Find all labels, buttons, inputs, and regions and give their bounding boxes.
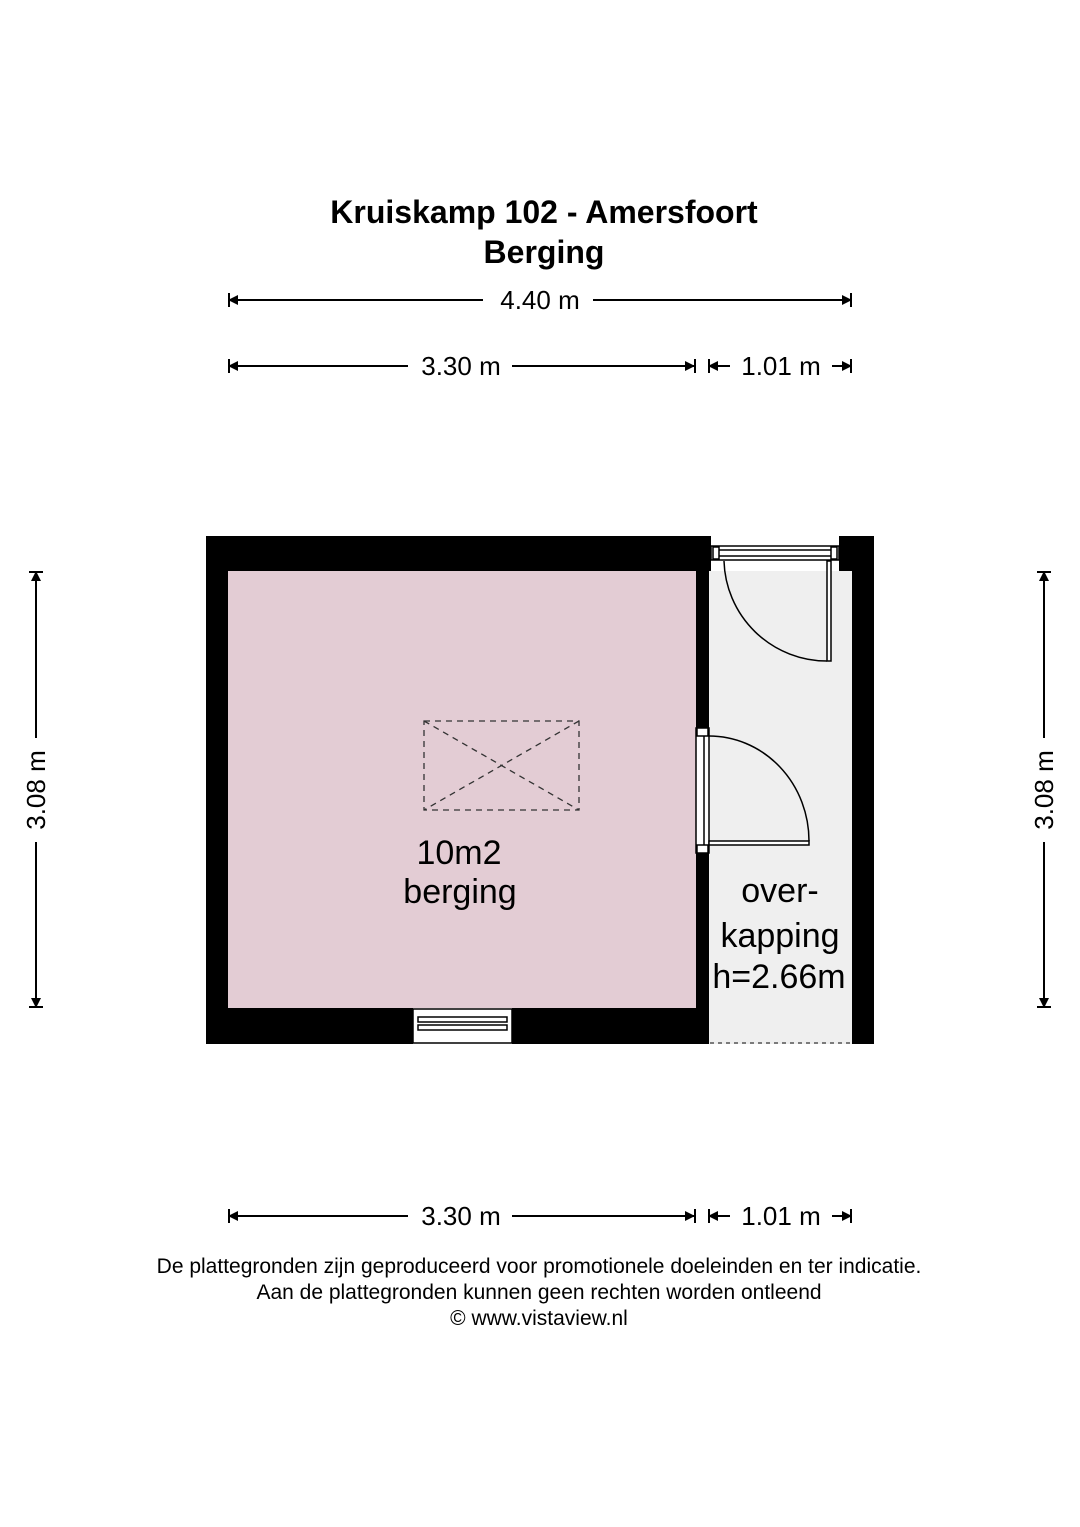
dimension-left-height [21, 572, 51, 1007]
disclaimer-line-2: Aan de plattegronden kunnen geen rechten worden ontleend [256, 1281, 822, 1304]
berging-name-label: berging [403, 873, 517, 911]
dimension-top-segments [229, 351, 851, 381]
plan-subtitle: Berging [483, 234, 605, 270]
dimension-top-total [228, 285, 851, 315]
berging-floor [228, 571, 696, 1008]
disclaimer [0, 1254, 1078, 1332]
copyright-line: © www.vistaview.nl [450, 1307, 628, 1330]
overkapping-name-line2: kapping [720, 917, 840, 955]
berging-area-label: 10m2 [416, 834, 502, 872]
dimension-bottom-segments [229, 1201, 851, 1231]
dimension-bottom-right-label: 1.01 m [741, 1201, 821, 1231]
plan-title: Kruiskamp 102 - Amersfoort [330, 194, 758, 230]
dimension-right-height [1029, 572, 1059, 1007]
bottom-window [413, 1009, 512, 1043]
dimension-right-height-label: 3.08 m [1029, 750, 1059, 830]
dimension-left-height-label: 3.08 m [21, 750, 51, 830]
overkapping-height-label: h=2.66m [712, 958, 846, 996]
dimension-bottom-left-label: 3.30 m [421, 1201, 501, 1231]
disclaimer-line-1: De plattegronden zijn geproduceerd voor promotionele doeleinden en ter indicatie. [156, 1255, 922, 1278]
dimension-top-right-label: 1.01 m [741, 351, 821, 381]
dimension-top-left-label: 3.30 m [421, 351, 501, 381]
overkapping-name-line1: over- [741, 872, 819, 910]
dimension-top-total-label: 4.40 m [500, 285, 580, 315]
